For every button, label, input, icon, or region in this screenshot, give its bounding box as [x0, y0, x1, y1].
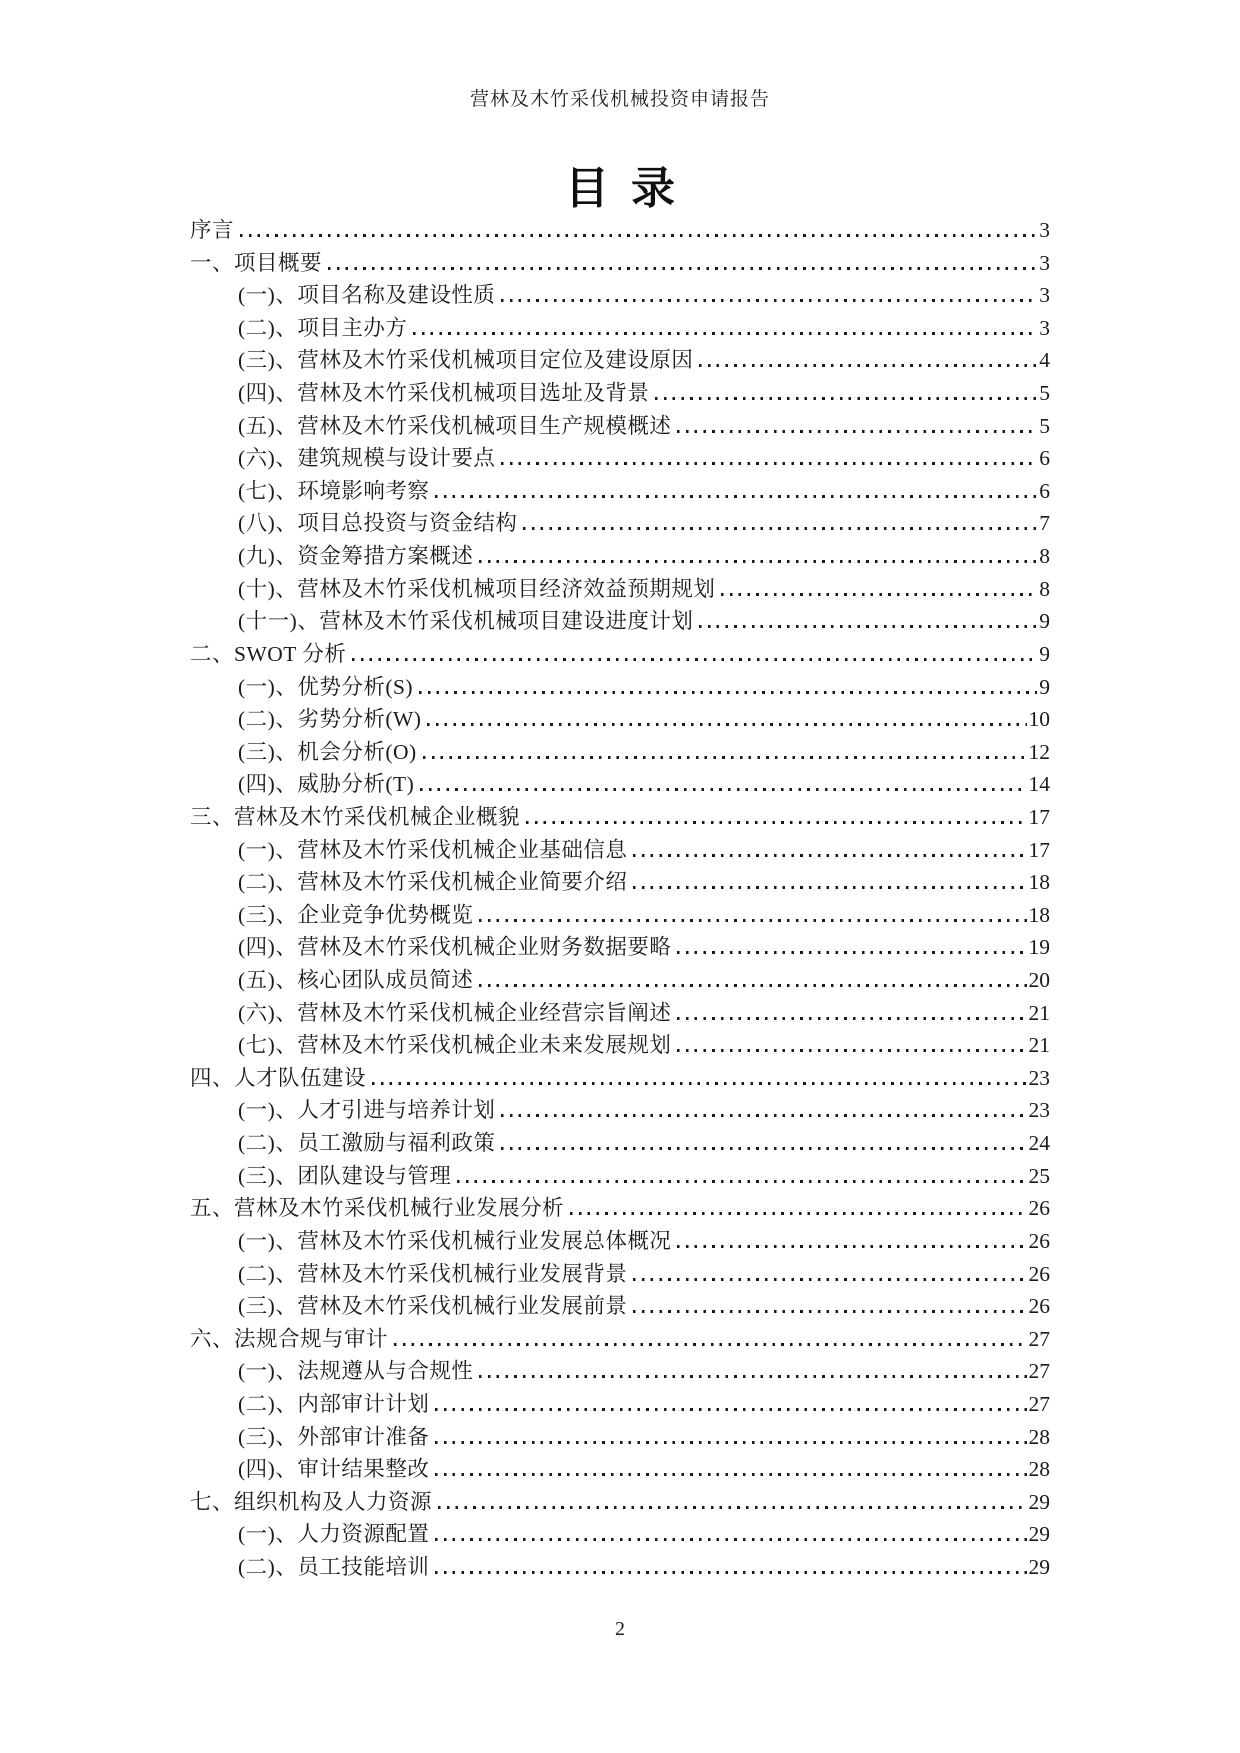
toc-entry-label: (五)、核心团队成员简述 — [238, 968, 474, 993]
toc-leader-dots — [677, 430, 1037, 433]
toc-entry[interactable] — [190, 866, 1050, 899]
toc-entry-label: (十一)、营林及木竹采伐机械项目建设进度计划 — [238, 609, 694, 634]
toc-entry-label: 七、组织机构及人力资源 — [190, 1489, 433, 1514]
toc-entry-label: (一)、营林及木竹采伐机械行业发展总体概况 — [238, 1228, 672, 1253]
toc-entry-page-number: 29 — [1028, 1554, 1050, 1579]
toc-entry[interactable] — [190, 247, 1050, 280]
toc-list — [190, 214, 1050, 1584]
toc-entry[interactable] — [190, 1094, 1050, 1127]
toc-entry-page-number: 3 — [1039, 250, 1050, 275]
toc-heading: 目录 — [565, 164, 697, 213]
toc-leader-dots — [677, 951, 1026, 954]
toc-entry[interactable] — [190, 1421, 1050, 1454]
toc-entry[interactable] — [190, 573, 1050, 606]
toc-entry-label: (三)、营林及木竹采伐机械行业发展前景 — [238, 1294, 628, 1319]
toc-entry[interactable] — [190, 279, 1050, 312]
toc-entry[interactable] — [190, 1323, 1050, 1356]
toc-leader-dots — [419, 691, 1037, 694]
toc-entry-page-number: 3 — [1039, 315, 1050, 340]
toc-entry[interactable] — [190, 1388, 1050, 1421]
toc-entry[interactable] — [190, 1160, 1050, 1193]
toc-entry-page-number: 25 — [1028, 1163, 1050, 1188]
toc-leader-dots — [655, 397, 1037, 400]
toc-entry-label: (一)、人力资源配置 — [238, 1522, 430, 1547]
toc-leader-dots — [413, 332, 1037, 335]
toc-entry-page-number: 23 — [1028, 1098, 1050, 1123]
toc-entry-page-number: 26 — [1028, 1261, 1050, 1286]
toc-entry-page-number: 8 — [1039, 544, 1050, 569]
toc-entry-page-number: 9 — [1039, 674, 1050, 699]
toc-entry-page-number: 20 — [1028, 968, 1050, 993]
toc-entry-label: (一)、优势分析(S) — [238, 674, 414, 699]
toc-leader-dots — [677, 1245, 1026, 1248]
toc-entry-page-number: 17 — [1028, 804, 1050, 829]
toc-entry-page-number: 26 — [1028, 1228, 1050, 1253]
toc-entry[interactable] — [190, 410, 1050, 443]
toc-entry[interactable] — [190, 442, 1050, 475]
toc-entry[interactable] — [190, 997, 1050, 1030]
toc-leader-dots — [435, 1441, 1026, 1444]
toc-leader-dots — [523, 527, 1037, 530]
toc-entry-label: (五)、营林及木竹采伐机械项目生产规模概述 — [238, 413, 672, 438]
toc-leader-dots — [457, 1180, 1026, 1183]
toc-entry-page-number: 5 — [1039, 381, 1050, 406]
toc-leader-dots — [633, 1278, 1026, 1281]
toc-entry-label: (二)、劣势分析(W) — [238, 707, 422, 732]
toc-entry[interactable] — [190, 736, 1050, 769]
toc-entry-label: 二、SWOT 分析 — [190, 641, 347, 666]
toc-entry[interactable] — [190, 899, 1050, 932]
toc-leader-dots — [435, 1408, 1026, 1411]
toc-entry-page-number: 28 — [1028, 1424, 1050, 1449]
toc-entry[interactable] — [190, 507, 1050, 540]
toc-entry-label: (七)、环境影响考察 — [238, 478, 430, 503]
toc-entry-page-number: 5 — [1039, 413, 1050, 438]
toc-entry[interactable] — [190, 801, 1050, 834]
toc-entry-label: (八)、项目总投资与资金结构 — [238, 511, 518, 536]
toc-entry[interactable] — [190, 1290, 1050, 1323]
toc-entry-label: (二)、营林及木竹采伐机械企业简要介绍 — [238, 870, 628, 895]
toc-leader-dots — [240, 234, 1037, 237]
toc-entry-label: (二)、营林及木竹采伐机械行业发展背景 — [238, 1261, 628, 1286]
toc-leader-dots — [526, 821, 1026, 824]
toc-entry-page-number: 7 — [1039, 511, 1050, 536]
toc-leader-dots — [501, 1114, 1026, 1117]
toc-entry[interactable] — [190, 964, 1050, 997]
toc-entry-label: (四)、营林及木竹采伐机械项目选址及背景 — [238, 381, 650, 406]
toc-leader-dots — [699, 364, 1037, 367]
toc-entry-label: (十)、营林及木竹采伐机械项目经济效益预期规划 — [238, 576, 716, 601]
toc-entry-page-number: 3 — [1039, 218, 1050, 242]
toc-entry[interactable] — [190, 703, 1050, 736]
toc-entry-page-number: 29 — [1028, 1522, 1050, 1547]
toc-entry-page-number: 8 — [1039, 576, 1050, 601]
toc-leader-dots — [479, 1375, 1026, 1378]
toc-leader-dots — [633, 886, 1026, 889]
toc-entry[interactable] — [190, 540, 1050, 573]
toc-leader-dots — [427, 723, 1026, 726]
toc-leader-dots — [501, 299, 1037, 302]
toc-entry-label: (三)、团队建设与管理 — [238, 1163, 452, 1188]
toc-entry-page-number: 6 — [1039, 446, 1050, 471]
toc-entry-label: 序言 — [190, 218, 235, 242]
toc-leader-dots — [423, 756, 1027, 759]
toc-entry[interactable] — [190, 214, 1050, 247]
toc-entry[interactable] — [190, 1355, 1050, 1388]
toc-leader-dots — [501, 1147, 1026, 1150]
toc-leader-dots — [677, 1017, 1026, 1020]
toc-entry-page-number: 9 — [1039, 609, 1050, 634]
toc-leader-dots — [420, 788, 1026, 791]
toc-entry-label: (三)、机会分析(O) — [238, 739, 417, 764]
toc-leader-dots — [479, 919, 1026, 922]
toc-entry[interactable] — [190, 312, 1050, 345]
toc-leader-dots — [435, 1473, 1026, 1476]
toc-entry[interactable] — [190, 1062, 1050, 1095]
toc-entry[interactable] — [190, 605, 1050, 638]
toc-entry-page-number: 27 — [1028, 1391, 1050, 1416]
toc-entry-page-number: 18 — [1028, 870, 1050, 895]
toc-entry-label: (二)、项目主办方 — [238, 315, 408, 340]
toc-leader-dots — [570, 1212, 1026, 1215]
toc-entry[interactable] — [190, 1127, 1050, 1160]
toc-entry-page-number: 21 — [1028, 1033, 1050, 1058]
toc-entry[interactable] — [190, 671, 1050, 704]
toc-entry[interactable] — [190, 1453, 1050, 1486]
toc-entry-label: (三)、营林及木竹采伐机械项目定位及建设原因 — [238, 348, 694, 373]
toc-entry[interactable] — [190, 1225, 1050, 1258]
toc-entry-page-number: 26 — [1028, 1294, 1050, 1319]
toc-entry-page-number: 23 — [1028, 1065, 1050, 1090]
toc-entry-label: (四)、威胁分析(T) — [238, 772, 415, 797]
toc-leader-dots — [479, 984, 1026, 987]
toc-leader-dots — [633, 854, 1026, 857]
toc-entry-page-number: 24 — [1028, 1131, 1050, 1156]
toc-entry-page-number: 12 — [1028, 739, 1050, 764]
toc-entry-page-number: 19 — [1028, 935, 1050, 960]
toc-entry-label: (一)、营林及木竹采伐机械企业基础信息 — [238, 837, 628, 862]
toc-entry-label: 四、人才队伍建设 — [190, 1065, 367, 1090]
toc-entry-label: (六)、建筑规模与设计要点 — [238, 446, 496, 471]
toc-entry[interactable] — [190, 1518, 1050, 1551]
toc-leader-dots — [438, 1506, 1026, 1509]
toc-entry-label: 六、法规合规与审计 — [190, 1326, 389, 1351]
toc-entry-page-number: 27 — [1028, 1359, 1050, 1384]
toc-entry-page-number: 29 — [1028, 1489, 1050, 1514]
toc-entry-page-number: 28 — [1028, 1457, 1050, 1482]
toc-entry-label: (一)、项目名称及建设性质 — [238, 283, 496, 308]
toc-entry-label: (一)、人才引进与培养计划 — [238, 1098, 496, 1123]
toc-leader-dots — [699, 625, 1037, 628]
toc-entry[interactable] — [190, 377, 1050, 410]
toc-entry[interactable] — [190, 1551, 1050, 1584]
toc-entry-label: (二)、员工激励与福利政策 — [238, 1131, 496, 1156]
toc-entry[interactable] — [190, 931, 1050, 964]
toc-entry-label: (四)、审计结果整改 — [238, 1457, 430, 1482]
toc-entry-label: 五、营林及木竹采伐机械行业发展分析 — [190, 1196, 565, 1221]
footer-page-number: 2 — [615, 1618, 625, 1640]
toc-entry-page-number: 6 — [1039, 478, 1050, 503]
toc-entry-label: (六)、营林及木竹采伐机械企业经营宗旨阐述 — [238, 1000, 672, 1025]
toc-entry-label: (三)、外部审计准备 — [238, 1424, 430, 1449]
toc-leader-dots — [501, 462, 1037, 465]
toc-entry-label: (九)、资金筹措方案概述 — [238, 544, 474, 569]
toc-leader-dots — [721, 593, 1037, 596]
toc-leader-dots — [352, 658, 1037, 661]
toc-entry-page-number: 17 — [1028, 837, 1050, 862]
toc-entry-page-number: 10 — [1028, 707, 1050, 732]
toc-entry-label: 三、营林及木竹采伐机械企业概貌 — [190, 804, 521, 829]
toc-entry-page-number: 26 — [1028, 1196, 1050, 1221]
toc-entry-label: (二)、内部审计计划 — [238, 1391, 430, 1416]
toc-entry-page-number: 27 — [1028, 1326, 1050, 1351]
toc-leader-dots — [328, 267, 1037, 270]
toc-leader-dots — [435, 1571, 1026, 1574]
toc-entry-page-number: 9 — [1039, 641, 1050, 666]
toc-entry-label: (二)、员工技能培训 — [238, 1554, 430, 1579]
toc-entry[interactable] — [190, 1486, 1050, 1519]
toc-entry-label: (七)、营林及木竹采伐机械企业未来发展规划 — [238, 1033, 672, 1058]
toc-entry-label: (四)、营林及木竹采伐机械企业财务数据要略 — [238, 935, 672, 960]
toc-leader-dots — [677, 1049, 1026, 1052]
toc-entry-page-number: 3 — [1039, 283, 1050, 308]
toc-entry[interactable] — [190, 1029, 1050, 1062]
toc-entry-page-number: 18 — [1028, 902, 1050, 927]
toc-leader-dots — [435, 495, 1037, 498]
toc-entry-label: (一)、法规遵从与合规性 — [238, 1359, 474, 1384]
toc-entry[interactable] — [190, 1258, 1050, 1291]
toc-entry[interactable] — [190, 475, 1050, 508]
toc-entry[interactable] — [190, 1192, 1050, 1225]
toc-leader-dots — [372, 1082, 1026, 1085]
toc-entry-page-number: 4 — [1039, 348, 1050, 373]
toc-leader-dots — [633, 1310, 1026, 1313]
toc-entry[interactable] — [190, 344, 1050, 377]
toc-entry[interactable] — [190, 834, 1050, 867]
toc-entry-label: (三)、企业竞争优势概览 — [238, 902, 474, 927]
toc-leader-dots — [394, 1343, 1026, 1346]
toc-leader-dots — [435, 1538, 1026, 1541]
toc-leader-dots — [479, 560, 1037, 563]
toc-entry-page-number: 14 — [1028, 772, 1050, 797]
document-header-title: 营林及木竹采伐机械投资申请报告 — [469, 89, 770, 110]
toc-entry[interactable] — [190, 638, 1050, 671]
toc-entry-page-number: 21 — [1028, 1000, 1050, 1025]
toc-entry[interactable] — [190, 768, 1050, 801]
toc-entry-label: 一、项目概要 — [190, 250, 323, 275]
